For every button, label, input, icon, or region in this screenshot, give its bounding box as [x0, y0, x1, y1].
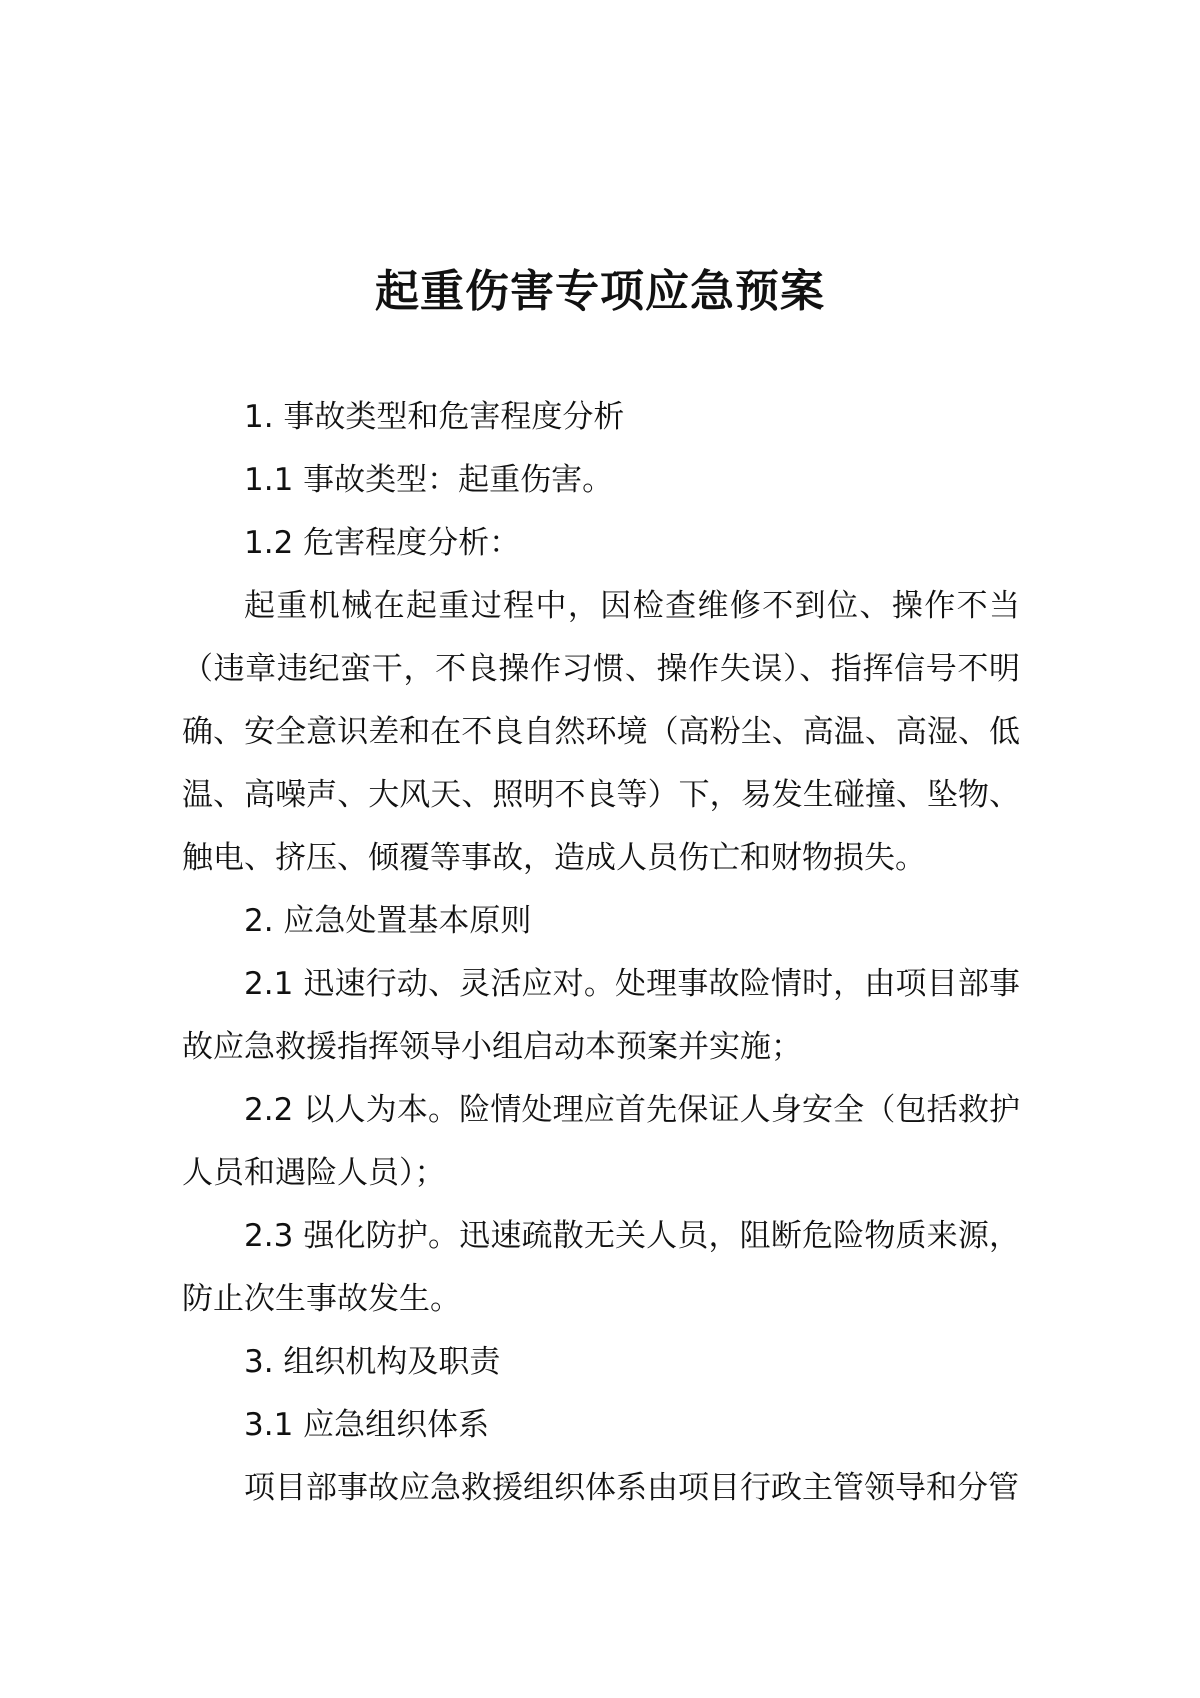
- principle-2-1: 2.1 迅速行动、灵活应对。处理事故险情时，由项目部事故应急救援指挥领导小组启动本预案并实施；: [182, 966, 1020, 1065]
- document-title: 起重伤害专项应急预案: [375, 266, 825, 317]
- section-heading-2: 2. 应急处置基本原则: [244, 903, 532, 939]
- principle-2-3: 2.3 强化防护。迅速疏散无关人员，阻断危险物质来源，防止次生事故发生。: [182, 1218, 1020, 1317]
- body-paragraph-hazard-analysis: 起重机械在起重过程中，因检查维修不到位、操作不当（违章违纪蛮干，不良操作习惯、操作失误）、指挥信号不明确、安全意识差和在不良自然环境（高粉尘、高温、高湿、低温、高噪声、大风天、照明不良等）下，易发生碰撞、坠物、触电、挤压、倾覆等事故，造成人员伤亡和财物损失。: [182, 588, 1020, 876]
- body-paragraph-organization: 项目部事故应急救援组织体系由项目行政主管领导和分管: [244, 1470, 1019, 1506]
- document-body: [182, 386, 1020, 1520]
- subsection-heading-1-1: 1.1 事故类型：起重伤害。: [244, 462, 614, 498]
- subsection-heading-1-2: 1.2 危害程度分析：: [244, 525, 521, 561]
- subsection-heading-3-1: 3.1 应急组织体系: [244, 1407, 490, 1443]
- section-heading-1: 1. 事故类型和危害程度分析: [244, 399, 625, 435]
- section-heading-3: 3. 组织机构及职责: [244, 1344, 501, 1380]
- principle-2-2: 2.2 以人为本。险情处理应首先保证人身安全（包括救护人员和遇险人员）；: [182, 1092, 1020, 1191]
